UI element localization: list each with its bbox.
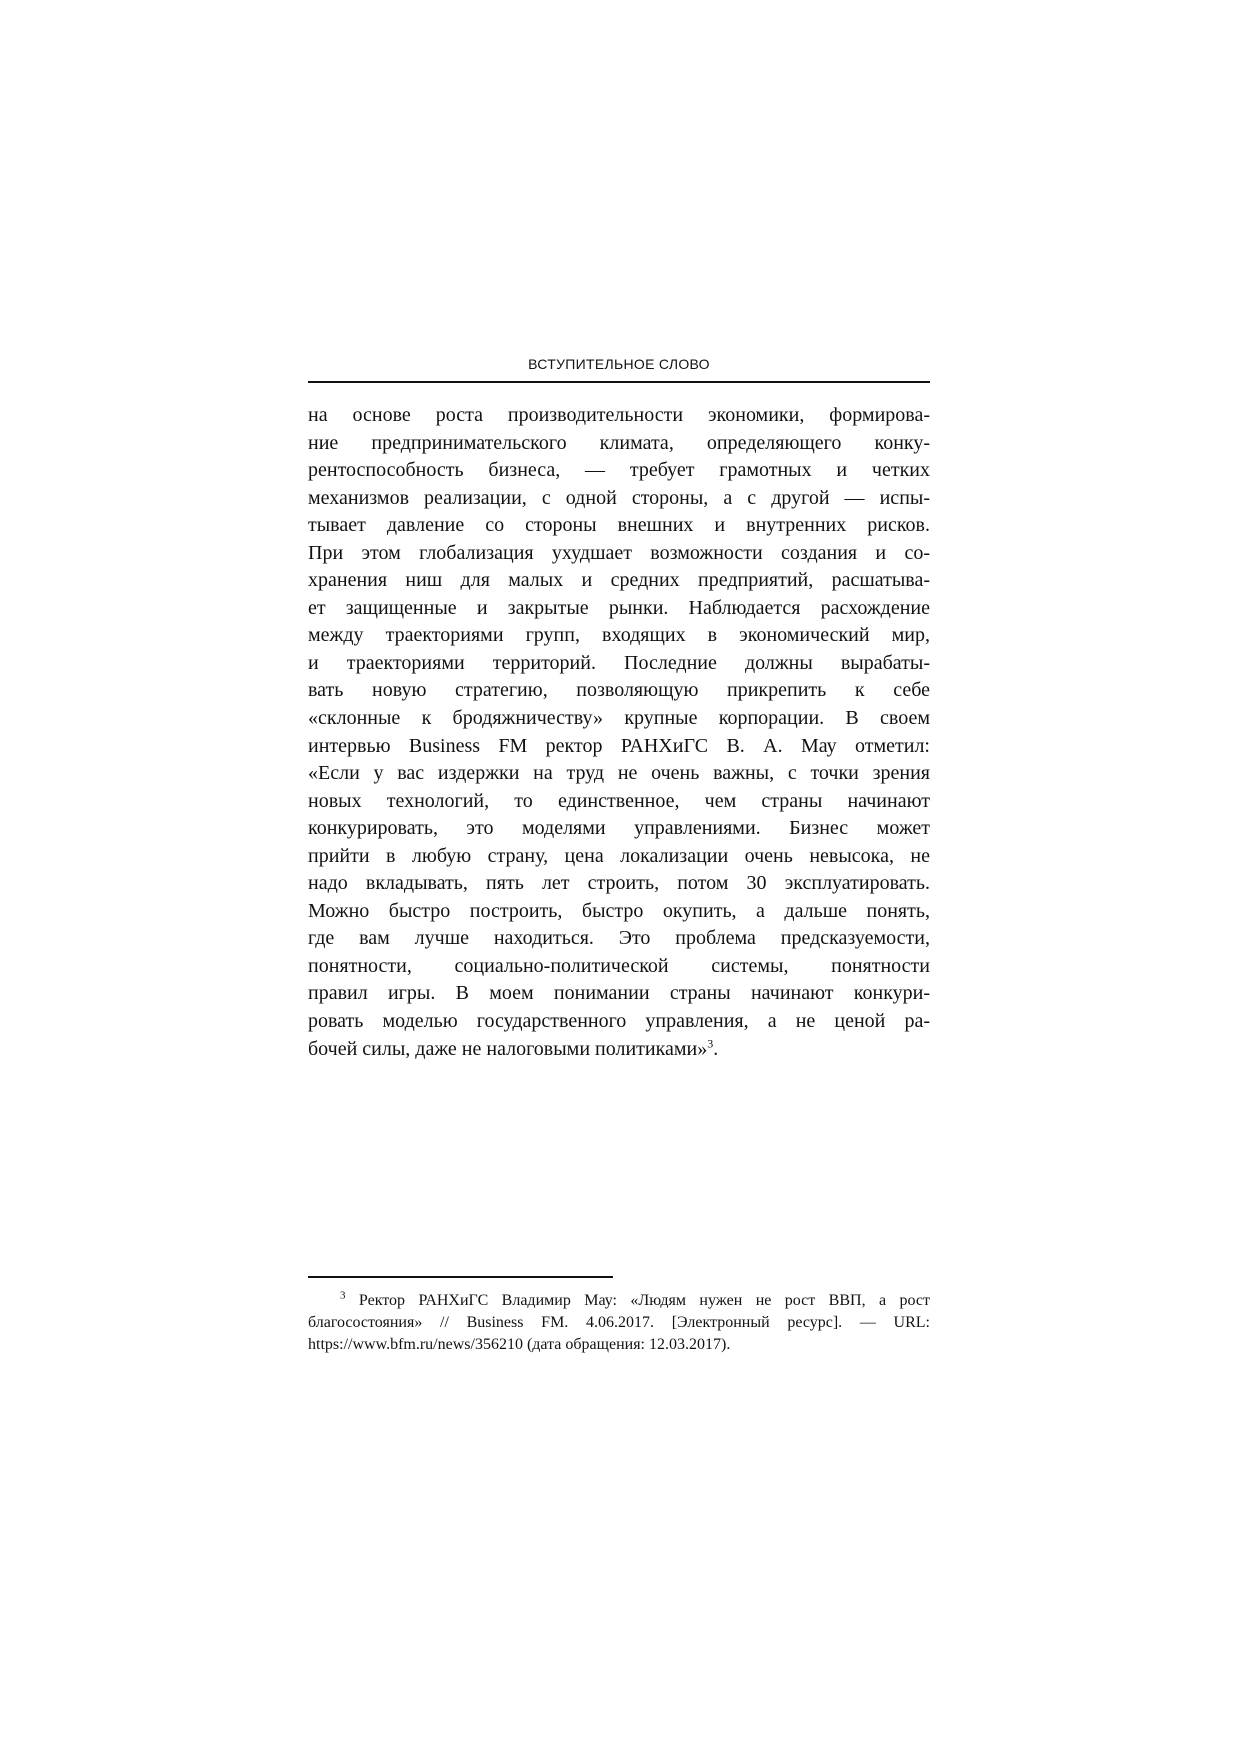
text-line: новых технологий, то единственное, чем страны начинают (308, 789, 930, 812)
footnote-number: 3 (340, 1289, 346, 1302)
text-line: правил игры. В моем понимании страны начинают конкури- (308, 982, 930, 1005)
text-line: «склонные к бродяжничеству» крупные корпорации. В своем (308, 707, 930, 730)
footnote-line-last: https://www.bfm.ru/news/356210 (дата обращения: 12.03.2017). (308, 1336, 731, 1353)
text-line: рентоспособность бизнеса, — требует грамотных и четких (308, 459, 930, 482)
text-line: ет защищенные и закрытые рынки. Наблюдается расхождение (308, 596, 930, 619)
text-line: интервью Business FM ректор РАНХиГС В. А. Мау отметил: (308, 734, 930, 757)
running-header: ВСТУПИТЕЛЬНОЕ СЛОВО (528, 356, 710, 372)
text-line: между траекториями групп, входящих в экономический мир, (308, 624, 930, 647)
text-line: тывает давление со стороны внешних и внутренних рисков. (308, 514, 930, 537)
body-text (308, 402, 930, 1063)
footnote-ref: 3 (707, 1035, 714, 1050)
footnotes (308, 1290, 930, 1356)
text-line: «Если у вас издержки на труд не очень важны, с точки зрения (308, 762, 930, 785)
text-line: ровать моделью государственного управления, а не ценой ра- (308, 1010, 930, 1033)
text-line-last-content: бочей силы, даже не налоговыми политиками» (308, 1037, 708, 1060)
text-line: конкурировать, это моделями управлениями. Бизнес может (308, 817, 930, 840)
footnote-line: благосостояния» // Business FM. 4.06.2017. [Электронный ресурс]. — URL: (308, 1314, 930, 1331)
text-line: Можно быстро построить, быстро окупить, а дальше понять, (308, 899, 930, 922)
header-rule (308, 381, 930, 383)
text-line: надо вкладывать, пять лет строить, потом 30 эксплуатировать. (308, 872, 930, 895)
text-line: на основе роста производительности экономики, формирова- (308, 404, 930, 426)
text-line: ние предпринимательского климата, определяющего конку- (308, 431, 930, 454)
text-line: и траекториями территорий. Последние должны вырабаты- (308, 651, 930, 674)
text-line-last (308, 1036, 930, 1064)
text-line-end: . (713, 1037, 719, 1060)
text-line: хранения ниш для малых и средних предприятий, расшатыва- (308, 569, 930, 592)
text-line: При этом глобализация ухудшает возможности создания и со- (308, 541, 930, 564)
text-line: где вам лучше находиться. Это проблема предсказуемости, (308, 927, 930, 950)
text-line: механизмов реализации, с одной стороны, а с другой — испы- (308, 486, 930, 509)
text-line: понятности, социально-политической системы, понятности (308, 954, 930, 977)
footnote-rule (308, 1276, 613, 1278)
footnote-text: Ректор РАНХиГС Владимир Мау: «Людям нужен не рост ВВП, а рост (358, 1292, 931, 1309)
text-line: вать новую стратегию, позволяющую прикрепить к себе (308, 679, 930, 702)
footnote-line (308, 1290, 930, 1312)
text-line: прийти в любую страну, цена локализации очень невысока, не (308, 844, 930, 867)
